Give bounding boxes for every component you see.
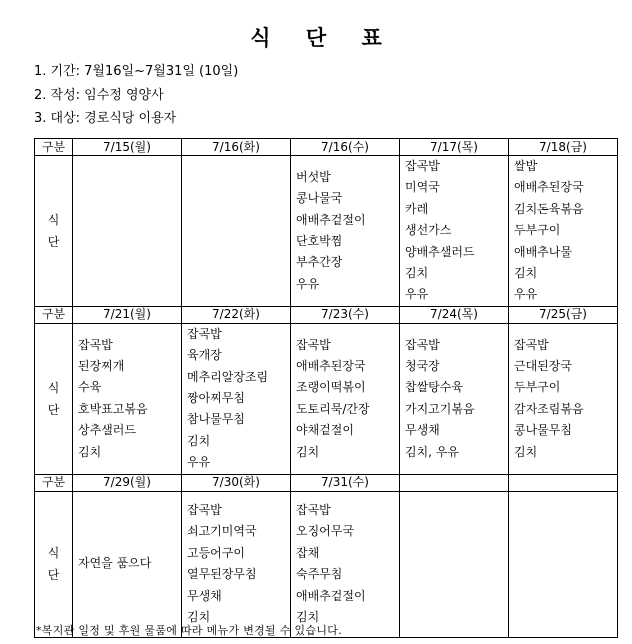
menu-cell bbox=[400, 323, 509, 474]
menu-item: 숙주무침 bbox=[296, 567, 343, 582]
menu-item: 도토리묵/간장 bbox=[296, 401, 370, 416]
menu-cell bbox=[291, 156, 400, 307]
menu-item: 김치 bbox=[514, 444, 538, 459]
menu-item: 애배추나물 bbox=[514, 244, 572, 259]
menu-item: 짱아찌무침 bbox=[187, 391, 245, 406]
menu-cell bbox=[73, 491, 182, 637]
meal-label-line: 단 bbox=[47, 568, 60, 583]
menu-items bbox=[512, 335, 617, 463]
day-header: 7/24(목) bbox=[400, 306, 509, 323]
menu-item: 자연을 품으다 bbox=[78, 556, 152, 571]
menu-item: 김치 bbox=[187, 610, 211, 624]
day-header: 7/31(수) bbox=[291, 474, 400, 491]
menu-item: 잡곡밥 bbox=[187, 502, 222, 517]
menu-item: 두부구이 bbox=[514, 380, 561, 395]
page-title: 식 단 표 bbox=[250, 26, 396, 50]
day-header: 7/29(월) bbox=[73, 474, 182, 491]
menu-item: 김치 bbox=[405, 266, 429, 281]
menu-cell bbox=[509, 323, 618, 474]
meal-label bbox=[35, 323, 73, 474]
day-header bbox=[400, 474, 509, 491]
week-menu-row bbox=[35, 323, 618, 474]
menu-cell bbox=[73, 323, 182, 474]
menu-item: 잡곡밥 bbox=[296, 502, 331, 517]
menu-item: 단호박찜 bbox=[296, 233, 343, 248]
week-header-row bbox=[35, 474, 618, 491]
menu-item: 김치 bbox=[296, 444, 320, 459]
menu-item: 메추리알장조림 bbox=[187, 369, 269, 384]
menu-item: 된장찌개 bbox=[78, 358, 125, 373]
menu-cell bbox=[509, 156, 618, 307]
menu-item: 청국장 bbox=[405, 358, 440, 373]
week-header-row bbox=[35, 139, 618, 156]
menu-item: 우유 bbox=[187, 455, 211, 470]
menu-cell bbox=[291, 323, 400, 474]
footnote: *복지관 일정 및 후원 물품에 따라 메뉴가 변경될 수 있습니다. bbox=[36, 624, 342, 637]
menu-item: 애배추겉절이 bbox=[296, 212, 366, 227]
menu-item: 잡곡밥 bbox=[78, 337, 113, 352]
menu-item: 우유 bbox=[514, 287, 538, 302]
info-author: 2. 작성: 임수정 영양사 bbox=[34, 88, 164, 103]
menu-cell bbox=[182, 156, 291, 307]
menu-item: 애배추된장국 bbox=[514, 180, 584, 195]
menu-items bbox=[76, 553, 181, 574]
menu-item: 조랭이떡볶이 bbox=[296, 380, 366, 395]
header-label: 구분 bbox=[35, 474, 73, 491]
menu-items bbox=[76, 335, 181, 463]
menu-item: 김치, 우유 bbox=[405, 444, 459, 459]
menu-table bbox=[34, 138, 618, 638]
meal-label-line: 식 bbox=[47, 380, 60, 395]
menu-item: 쇠고기미역국 bbox=[187, 524, 257, 539]
day-header: 7/17(목) bbox=[400, 139, 509, 156]
menu-cell bbox=[182, 491, 291, 637]
info-target: 3. 대상: 경로식당 이용자 bbox=[34, 111, 177, 126]
menu-item: 양배추샐러드 bbox=[405, 244, 475, 259]
menu-item: 야채겉절이 bbox=[296, 423, 354, 438]
menu-cell bbox=[400, 491, 509, 637]
menu-items bbox=[185, 324, 290, 474]
week-menu-row bbox=[35, 491, 618, 637]
day-header: 7/23(수) bbox=[291, 306, 400, 323]
meal-label bbox=[35, 491, 73, 637]
menu-item: 두부구이 bbox=[514, 223, 561, 238]
menu-cell bbox=[73, 156, 182, 307]
menu-item: 부추간장 bbox=[296, 255, 343, 270]
day-header: 7/21(월) bbox=[73, 306, 182, 323]
week-header-row bbox=[35, 306, 618, 323]
day-header: 7/25(금) bbox=[509, 306, 618, 323]
menu-item: 무생채 bbox=[187, 588, 222, 603]
day-header: 7/16(화) bbox=[182, 139, 291, 156]
menu-item: 열무된장무침 bbox=[187, 567, 257, 582]
menu-item: 김치 bbox=[514, 266, 538, 281]
meal-label-line: 식 bbox=[47, 212, 60, 227]
day-header: 7/16(수) bbox=[291, 139, 400, 156]
menu-item: 김치 bbox=[296, 610, 320, 624]
menu-item: 무생채 bbox=[405, 423, 440, 438]
menu-item: 버섯밥 bbox=[296, 169, 331, 184]
menu-item: 오징어무국 bbox=[296, 524, 354, 539]
menu-item: 잡채 bbox=[296, 545, 320, 560]
menu-item: 수육 bbox=[78, 380, 102, 395]
day-header: 7/15(월) bbox=[73, 139, 182, 156]
day-header: 7/18(금) bbox=[509, 139, 618, 156]
menu-items bbox=[403, 335, 508, 463]
menu-items bbox=[294, 500, 399, 628]
menu-item: 애배추된장국 bbox=[296, 358, 366, 373]
menu-items bbox=[512, 156, 617, 306]
meal-label-line: 식 bbox=[47, 546, 60, 561]
menu-item: 참나물무침 bbox=[187, 412, 245, 427]
menu-item: 감자조림볶음 bbox=[514, 401, 584, 416]
menu-cell bbox=[182, 323, 291, 474]
day-header: 7/30(화) bbox=[182, 474, 291, 491]
menu-item: 육개장 bbox=[187, 348, 222, 363]
menu-item: 콩나물무침 bbox=[514, 423, 572, 438]
menu-item: 우유 bbox=[296, 276, 320, 291]
menu-items bbox=[294, 335, 399, 463]
meal-label-line: 단 bbox=[47, 402, 60, 417]
menu-item: 쌀밥 bbox=[514, 159, 538, 173]
header-label: 구분 bbox=[35, 306, 73, 323]
menu-items bbox=[403, 156, 508, 306]
menu-item: 애배추겉절이 bbox=[296, 588, 366, 603]
menu-cell bbox=[400, 156, 509, 307]
menu-item: 생선가스 bbox=[405, 223, 452, 238]
menu-item: 잡곡밥 bbox=[514, 337, 549, 352]
header-label: 구분 bbox=[35, 139, 73, 156]
menu-item: 우유 bbox=[405, 287, 429, 302]
menu-item: 호박표고볶음 bbox=[78, 401, 148, 416]
menu-item: 가지고기볶음 bbox=[405, 401, 475, 416]
menu-item: 김치 bbox=[187, 433, 211, 448]
menu-items bbox=[185, 500, 290, 628]
menu-item: 근대된장국 bbox=[514, 358, 572, 373]
week-menu-row bbox=[35, 156, 618, 307]
menu-item: 콩나물국 bbox=[296, 191, 343, 206]
menu-items bbox=[294, 167, 399, 295]
menu-item: 잡곡밥 bbox=[405, 337, 440, 352]
day-header: 7/22(화) bbox=[182, 306, 291, 323]
menu-cell bbox=[291, 491, 400, 637]
meal-label bbox=[35, 156, 73, 307]
day-header bbox=[509, 474, 618, 491]
menu-item: 찹쌀탕수육 bbox=[405, 380, 463, 395]
meal-label-line: 단 bbox=[47, 234, 60, 249]
menu-item: 카레 bbox=[405, 201, 429, 216]
menu-item: 미역국 bbox=[405, 180, 440, 195]
menu-cell bbox=[509, 491, 618, 637]
menu-item: 김치돈육볶음 bbox=[514, 201, 584, 216]
menu-item: 고등어구이 bbox=[187, 545, 245, 560]
info-period: 1. 기간: 7월16일~7월31일 (10일) bbox=[34, 64, 239, 79]
menu-item: 잡곡밥 bbox=[405, 159, 440, 173]
menu-item: 잡곡밥 bbox=[296, 337, 331, 352]
menu-item: 상추샐러드 bbox=[78, 423, 136, 438]
menu-item: 잡곡밥 bbox=[187, 326, 222, 341]
menu-item: 김치 bbox=[78, 444, 102, 459]
